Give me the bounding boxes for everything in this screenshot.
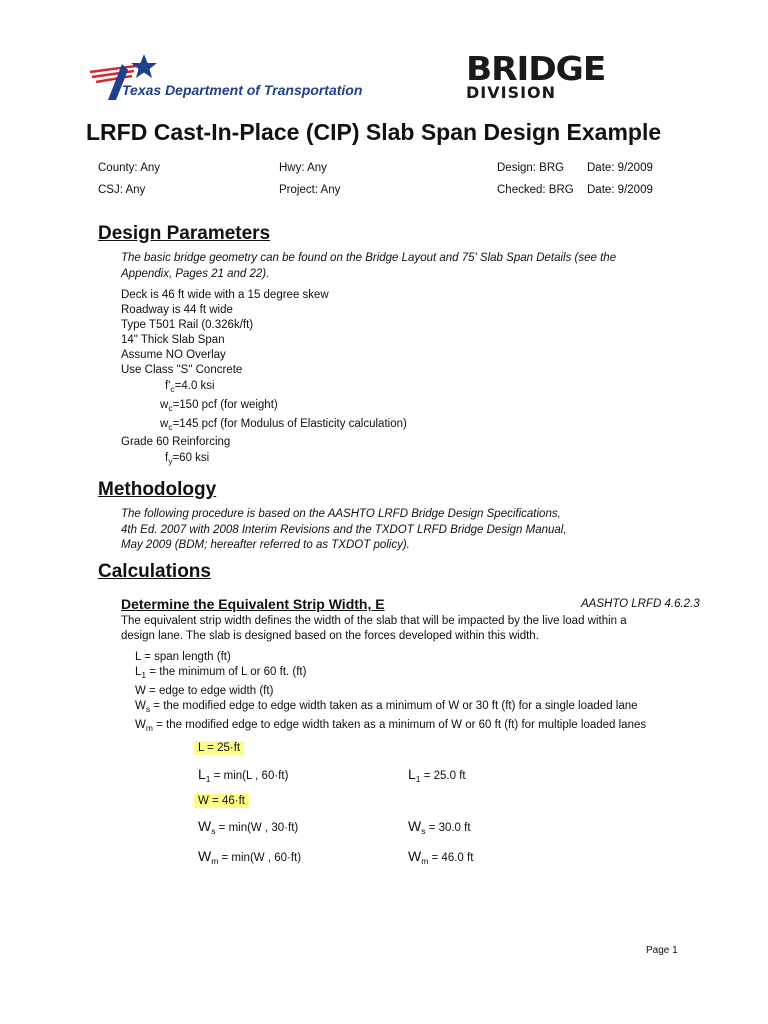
param-wc-modulus	[160, 418, 407, 432]
ws-subscript: s	[211, 826, 216, 836]
result-ws	[408, 818, 471, 836]
wm-definition: = the modified edge to edge width taken as a minimum of W or 60 ft (ft) for multiple loaded lanes	[152, 719, 647, 731]
txdot-logo	[88, 52, 373, 104]
wc-subscript: c	[168, 422, 173, 432]
info-checked-date: Date: 9/2009	[587, 184, 653, 196]
def-l1	[135, 666, 306, 680]
methodology-line-3: May 2009 (BDM; hereafter referred to as TXDOT policy).	[121, 539, 410, 551]
wc-modulus-value: =145 pcf (for Modulus of Elasticity calculation)	[172, 418, 407, 430]
info-csj: CSJ: Any	[98, 184, 146, 196]
param-rail: Type T501 Rail (0.326k/ft)	[121, 319, 254, 331]
param-overlay: Assume NO Overlay	[121, 349, 226, 361]
fc-subscript: c	[170, 384, 175, 394]
bridge-division-logo	[466, 49, 626, 102]
result-l1	[408, 766, 466, 784]
param-roadway: Roadway is 44 ft wide	[121, 304, 233, 316]
wm-symbol: W	[135, 719, 146, 731]
eq-edge-width: W = 46·ft	[194, 794, 249, 808]
l1-symbol: L	[408, 766, 416, 782]
wm-symbol: W	[408, 848, 422, 864]
page-title: LRFD Cast-In-Place (CIP) Slab Span Design Example	[86, 119, 662, 145]
info-county: County: Any	[98, 162, 161, 174]
fy-symbol: f	[165, 452, 169, 464]
param-deck: Deck is 46 ft wide with a 15 degree skew	[121, 289, 329, 301]
def-edge-width: W = edge to edge width (ft)	[135, 685, 274, 697]
wc-subscript: c	[168, 403, 173, 413]
l1-result: = 25.0 ft	[420, 770, 466, 782]
info-hwy: Hwy: Any	[279, 162, 327, 174]
l1-symbol: L	[198, 766, 206, 782]
fc-symbol: f'	[165, 380, 171, 392]
wm-subscript: m	[421, 856, 429, 866]
methodology-text	[121, 507, 567, 554]
design-parameters-intro	[121, 251, 616, 282]
intro-line-2: Appendix, Pages 21 and 22).	[121, 267, 270, 280]
eq-l1	[198, 766, 288, 784]
info-checked: Checked: BRG	[497, 184, 574, 196]
l1-subscript: 1	[205, 774, 211, 784]
ws-subscript: s	[145, 704, 151, 714]
description-line-2: design lane. The slab is designed based on the forces developed within this width.	[121, 630, 539, 642]
eq-wm	[198, 848, 301, 866]
calculations-heading: Calculations	[98, 561, 211, 582]
aashto-reference: AASHTO LRFD 4.6.2.3	[581, 598, 700, 610]
param-reinforcing: Grade 60 Reinforcing	[121, 436, 231, 448]
ws-symbol: W	[408, 818, 422, 834]
ws-result: = 30.0 ft	[425, 822, 471, 834]
methodology-line-1: The following procedure is based on the AASHTO LRFD Bridge Design Specifications,	[121, 508, 561, 520]
page-number: Page 1	[646, 945, 678, 956]
wm-subscript: m	[145, 723, 153, 733]
fc-value: =4.0 ksi	[174, 380, 215, 392]
eq-span-length: L = 25·ft	[194, 741, 244, 755]
wm-symbol: W	[198, 848, 212, 864]
wm-expression: = min(W , 60·ft)	[218, 852, 302, 864]
l1-expression: = min(L , 60·ft)	[210, 770, 289, 782]
wm-result: = 46.0 ft	[428, 852, 474, 864]
param-concrete: Use Class "S" Concrete	[121, 364, 243, 376]
def-wm	[135, 719, 646, 733]
ws-expression: = min(W , 30·ft)	[215, 822, 299, 834]
description-line-1: The equivalent strip width defines the width of the slab that will be impacted by the live load within a	[121, 615, 627, 627]
param-fc	[165, 380, 215, 394]
l1-definition: = the minimum of L or 60 ft. (ft)	[146, 666, 307, 678]
ws-subscript: s	[421, 826, 426, 836]
bridge-logo-bottom: DIVISION	[466, 83, 557, 102]
wm-subscript: m	[211, 856, 219, 866]
l1-symbol: L	[135, 666, 142, 678]
design-parameters-list	[121, 288, 329, 378]
strip-width-description	[121, 614, 627, 644]
result-wm	[408, 848, 473, 866]
wc-weight-value: =150 pcf (for weight)	[172, 399, 278, 411]
ws-symbol: W	[198, 818, 212, 834]
strip-width-subheading: Determine the Equivalent Strip Width, E	[121, 596, 385, 612]
wc-symbol: w	[160, 399, 169, 411]
l1-subscript: 1	[141, 670, 147, 680]
bridge-logo-top: BRIDGE	[466, 49, 606, 88]
l1-subscript: 1	[415, 774, 421, 784]
info-design: Design: BRG	[497, 162, 565, 174]
info-design-date: Date: 9/2009	[587, 162, 653, 174]
txdot-logo-text: Texas Department of Transportation	[122, 82, 363, 98]
param-slab: 14" Thick Slab Span	[121, 334, 225, 346]
wc-symbol: w	[160, 418, 169, 430]
param-fy	[165, 452, 209, 466]
param-wc-weight	[160, 399, 278, 413]
ws-definition: = the modified edge to edge width taken as a minimum of W or 30 ft (ft) for a single loaded lane	[150, 700, 638, 712]
methodology-heading: Methodology	[98, 479, 217, 500]
fy-value: =60 ksi	[172, 452, 210, 464]
def-span-length: L = span length (ft)	[135, 651, 231, 663]
eq-ws	[198, 818, 298, 836]
info-project: Project: Any	[279, 184, 341, 196]
methodology-line-2: 4th Ed. 2007 with 2008 Interim Revisions and the TXDOT LRFD Bridge Design Manual,	[121, 523, 567, 536]
def-ws	[135, 700, 638, 714]
intro-line-1: The basic bridge geometry can be found on the Bridge Layout and 75' Slab Span Details (see the	[121, 252, 617, 264]
design-parameters-heading: Design Parameters	[98, 223, 271, 244]
ws-symbol: W	[135, 700, 146, 712]
fy-subscript: y	[168, 456, 173, 466]
